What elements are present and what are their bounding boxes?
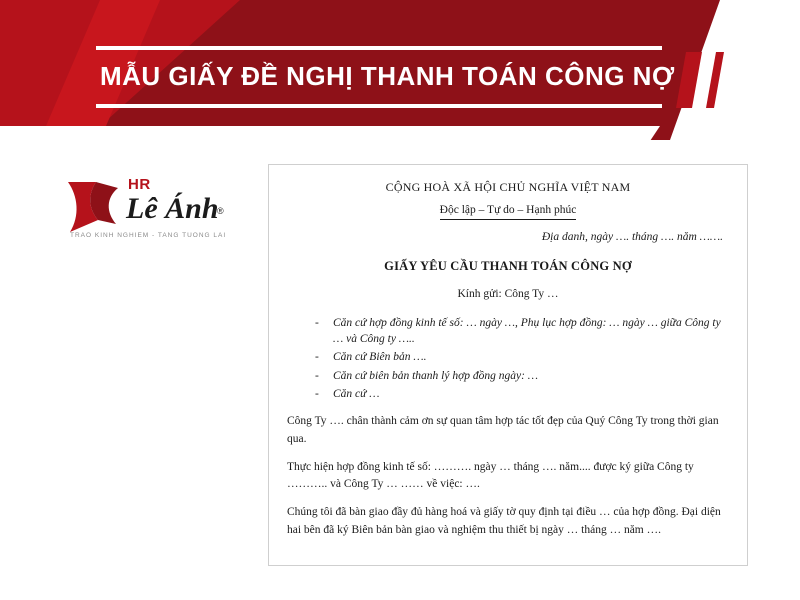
document-paragraph: Thực hiện hợp đồng kinh tế số: ………. ngày … tháng …. năm.... được ký giữa Công ty ……….. và Công Ty … …… về việc: …. — [287, 460, 694, 491]
list-item-text: Căn cứ biên bản thanh lý hợp đồng ngày: … — [333, 369, 539, 382]
document-motto-row — [287, 197, 729, 221]
bullet-marker: - — [315, 369, 319, 382]
banner-rule-bottom — [96, 104, 662, 108]
le-anh-flag-mark-icon — [66, 178, 122, 236]
list-item — [287, 368, 729, 384]
logo-hr-text: HR — [128, 176, 151, 193]
document-paragraph: Chúng tôi đã bàn giao đầy đủ hàng hoá và giấy tờ quy định tại điều … của hợp đồng. Đại diện hai bên đã ký Biên bản bàn giao và nghiệm thu thiết bị ngày … tháng … năm …. — [287, 506, 721, 536]
list-item — [287, 386, 729, 402]
bullet-marker: - — [315, 316, 319, 329]
list-item-text: Căn cứ … — [333, 388, 380, 401]
page-title: MẪU GIẤY ĐỀ NGHỊ THANH TOÁN CÔNG NỢ — [100, 60, 675, 91]
banner-rule-top — [96, 46, 662, 50]
logo-registered-icon: ® — [217, 206, 224, 216]
list-item — [287, 349, 729, 365]
list-item — [287, 315, 729, 348]
national-header: CỘNG HOÀ XÃ HỘI CHỦ NGHĨA VIỆT NAM — [385, 180, 631, 194]
document-national-header-row — [287, 179, 729, 197]
logo-name-text: Lê Ánh — [126, 192, 219, 225]
legal-basis-list — [287, 315, 729, 403]
banner-title-container — [0, 52, 700, 100]
header-banner — [0, 0, 800, 140]
document-title: GIẤY YÊU CẦU THANH TOÁN CÔNG NỢ — [384, 259, 632, 274]
bullet-marker: - — [315, 388, 319, 401]
brand-logo — [66, 176, 236, 256]
bullet-marker: - — [315, 351, 319, 364]
list-item-text: Căn cứ hợp đồng kinh tế số: … ngày …, Phụ lục hợp đồng: … ngày … giữa Công ty … và Công ty ….. — [333, 316, 721, 346]
document-addressee: Kính gửi: Công Ty … — [457, 288, 559, 301]
list-item-text: Căn cứ Biên bản …. — [333, 351, 427, 364]
document-paragraph: Công Ty …. chân thành cảm ơn sự quan tâm hợp tác tốt đẹp của Quý Công Ty trong thời gian qua. — [287, 415, 719, 445]
national-motto: Độc lập – Tự do – Hạnh phúc — [440, 202, 577, 221]
logo-tagline: TRAO KINH NGHIEM - TANG TUONG LAI — [70, 232, 227, 239]
document-card — [268, 164, 748, 566]
place-and-date: Địa danh, ngày …. tháng …. năm ……. — [541, 231, 723, 244]
